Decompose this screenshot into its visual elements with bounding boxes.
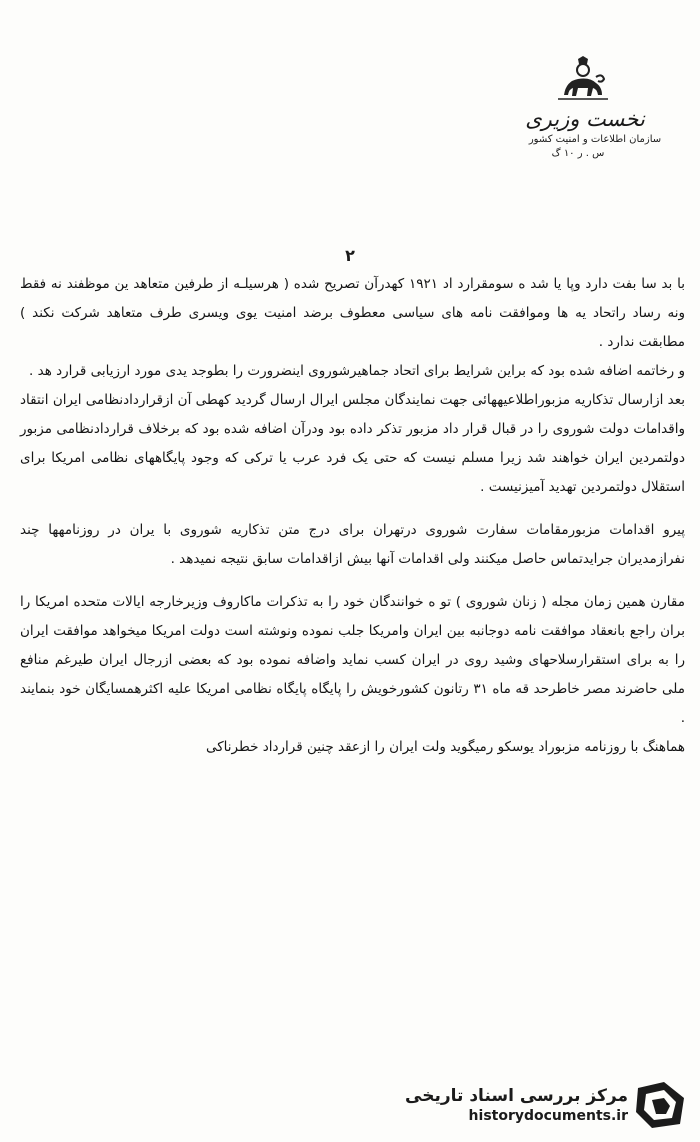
document-body bbox=[20, 270, 685, 762]
history-documents-logo-icon bbox=[634, 1078, 688, 1130]
paragraph: هماهنگ با روزنامه مزبوراد یوسکو رمیگوید ولت ایران را ازعقد چنین قرارداد خطرناکی bbox=[206, 739, 685, 755]
paragraph: با بد سا بفت دارد وپا یا شد ه سومقرارد اد ۱۹۲۱ کهدرآن تصریح شده ( هرسیلـه از طرفین متعاهد ین موظفند نه فقط ونه رساد راتحاد یه ها وموافقت نامه های سیاسی معطوف برضد امنیت یوی ویسری طرف متعاهد شرکت نکند ) مطابقت ندارد . bbox=[20, 276, 685, 350]
archive-name: مرکز بررسی اسناد تاریخی bbox=[405, 1086, 628, 1106]
watermark-footer bbox=[405, 1072, 692, 1132]
organization-subtitle: سازمان اطلاعات و امنیت کشور bbox=[528, 134, 662, 145]
organization-title: نخست وزیری bbox=[525, 107, 645, 131]
paragraph: مقارن همین زمان مجله ( زنان شوروی ) تو ه خوانندگان خود را به تذکرات ماکاروف وزیرخارجه ایالات متحده امریکا را بران راجع بانعقاد موافقت نامه دوجانبه بین ایران وامریکا جلب نموده ونوشته است دولت امریکا میخواهد موافقت ایران را به برای استقرارسلاحهای وشید روی در ایران کسب نماید واضافه نموده بود که بعضی ازرجال ایران طیرغم منافع ملی حاضرند مصر خاطرحد قه ماه ۳۱ رتانون کشورخویش را پایگاه پایگاه نظامی امریکا علیه اکثرهمسایگان خود بنمایند . bbox=[20, 594, 685, 726]
paragraph: بعد ازارسال تذکاریه مزبوراطلاعیههائی جهت نمایندگان مجلس ایرال ارسال گردید کهطی آن ازقراردادنظامی ایران انتقاد واقدامات دولت شوروی را در قبال قرار داد مزبور تذکر داده بود ودرآن اضافه شده بود که برخلاف قراردادنظامی مزبور دولتمردین ایران خواهند شد زیرا مسلم نیست که حتی یک فرد عرب یا ترکی که وجود پایگاههای نظامی امریکا برای استقلال دولتمردین تهدید آمیزنیست . bbox=[20, 392, 685, 495]
paragraph: پیرو اقدامات مزبورمقامات سفارت شوروی درتهران برای درج متن تذکاریه شوروی با یران در روزنامهها چند نفرازمدیران جرایدتماس حاصل میکنند ولی اقدامات آنها بیش ازاقدامات سابق نتیجه نمیدهد . bbox=[20, 522, 685, 567]
lion-and-sun-emblem-icon bbox=[552, 55, 614, 105]
document-number: س . ر ۱۰ گ bbox=[551, 148, 605, 159]
letterhead bbox=[510, 55, 680, 185]
page-number: ۲ bbox=[345, 246, 355, 265]
paragraph: و رخاتمه اضافه شده بود که براین شرایط برای اتحاد جماهیرشوروی اینضرورت را بطوجد یدی مورد ارزیابی قرارد هد . bbox=[29, 363, 685, 379]
archive-url: historydocuments.ir bbox=[468, 1108, 628, 1124]
